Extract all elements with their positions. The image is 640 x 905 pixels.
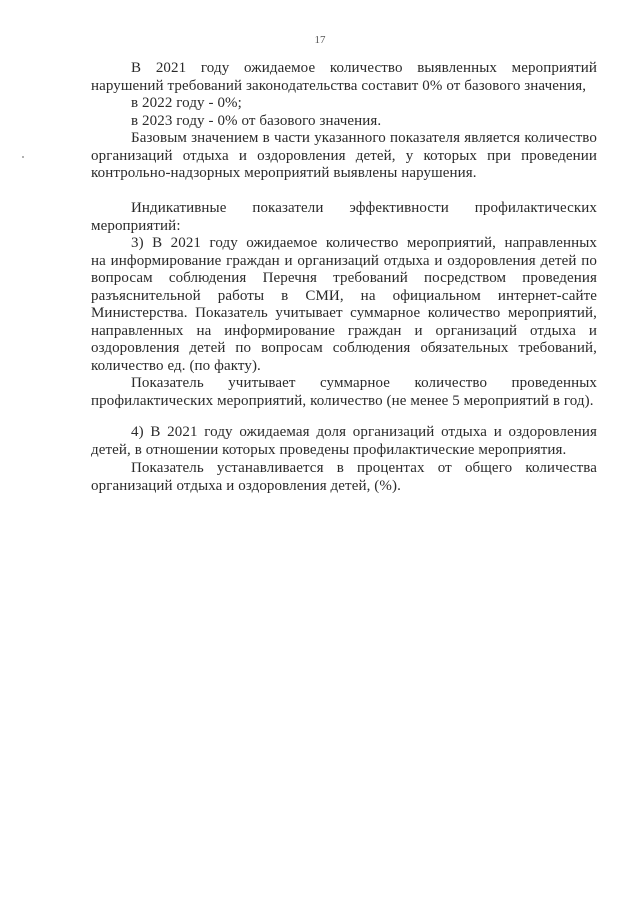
paragraph-target-values (91, 60, 597, 130)
paragraph-indicator-4 (91, 424, 597, 459)
text-line: направленных на информирование граждан и организаций отдыха и (91, 322, 597, 339)
text-line: Индикативные показатели эффективности профилактических (131, 200, 597, 216)
text-line: оздоровления детей по вопросам соблюдения обязательных требований, (91, 340, 597, 356)
text-line: 4) В 2021 году ожидаемая доля организаций отдыха и оздоровления (131, 424, 597, 440)
text-line: количество ед. (по факту). (91, 357, 261, 374)
text-line: детей, в отношении которых проведены профилактические мероприятия. (91, 441, 567, 458)
scan-speck (22, 156, 24, 158)
text-line: на информирование граждан и организаций отдыха и оздоровления детей по (91, 252, 597, 269)
text-line: в 2022 году - 0%; (131, 95, 242, 111)
paragraph-indicator-3 (91, 235, 597, 375)
paragraph-indicator-3-note (91, 375, 597, 410)
paragraph-indicators-heading (91, 200, 597, 235)
text-line: нарушений требований законодательства составит 0% от базового значения, (91, 77, 587, 94)
text-line: разъяснительной работы в СМИ, на официальном интернет-сайте (91, 287, 597, 304)
text-line: контрольно-надзорных мероприятий выявлены нарушения. (91, 165, 477, 181)
text-line: организаций отдыха и оздоровления детей, у которых при проведении (91, 147, 597, 164)
text-line: организаций отдыха и оздоровления детей, (%). (91, 477, 401, 494)
text-line: Министерства. Показатель учитывает суммарное количество мероприятий, (91, 305, 597, 321)
text-line: Показатель устанавливается в процентах от общего количества (131, 460, 597, 476)
text-line: В 2021 году ожидаемое количество выявленных мероприятий (131, 60, 597, 76)
paragraph-indicator-4-note (91, 460, 597, 495)
text-line: Показатель учитывает суммарное количество проведенных (131, 375, 597, 391)
text-line: в 2023 году - 0% от базового значения. (131, 112, 382, 129)
paragraph-base-value (91, 130, 597, 183)
text-line: 3) В 2021 году ожидаемое количество мероприятий, направленных (131, 235, 597, 251)
text-line: Базовым значением в части указанного показателя является количество (131, 130, 597, 146)
text-line: профилактических мероприятий, количество (не менее 5 мероприятий в год). (91, 392, 594, 409)
page-number: 17 (314, 34, 326, 46)
text-line: мероприятий: (91, 217, 181, 234)
text-line: вопросам соблюдения Перечня требований посредством проведения (91, 270, 597, 286)
